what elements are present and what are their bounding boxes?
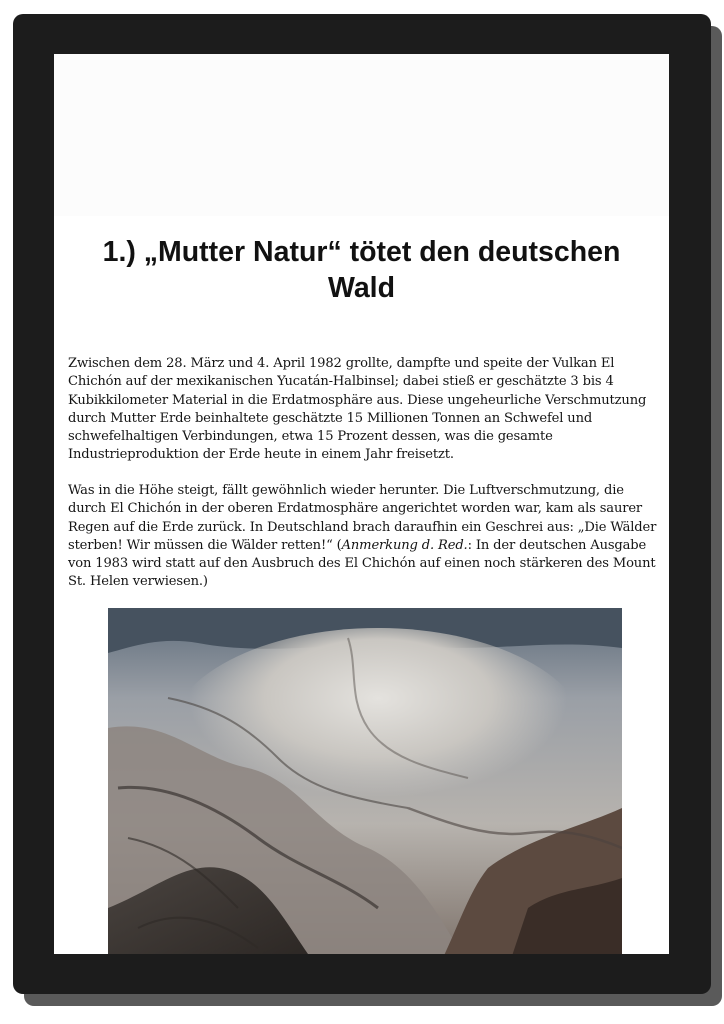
editor-note-label: Anmerkung d. Red.: [341, 537, 468, 553]
aerial-volcano-photo: [108, 608, 622, 954]
paragraph-2-text-start: Was in die Höhe steigt, fällt gewöhnlich wieder herunter. Die Luftverschmutzung, die durch El Chichón in der oberen Erdatmosphäre angerichtet worden war, kam als saurer Regen auf die Erde zurück. In Deutschland brach daraufhin ein Geschrei aus: „Die Wälder sterben! Wir müssen die Wälder retten!“ (: [68, 483, 657, 553]
page-header-area: [54, 54, 669, 216]
article-paragraph-1: Zwischen dem 28. März und 4. April 1982 grollte, dampfte und speite der Vulkan El Chichón auf der mexikanischen Yucatán-Halbinsel; dabei stieß er geschätzte 3 bis 4 Kubikkilometer Material in die Erdatmosphäre aus. Diese ungeheurliche Verschmutzung durch Mutter Erde beinhaltete geschätzte 15 Millionen Tonnen an Schwefel und schwefelhaltigen Verbindungen, etwa 15 Prozent dessen, was die gesamte Industrieproduktion der Erde heute in einem Jahr freisetzt.: [68, 356, 647, 463]
paragraph-2-text-end: : In der deutschen Ausgabe von 1983 wird statt auf den Ausbruch des El Chichón auf einen noch stärkeren des Mount St. Helen verwiesen.): [68, 537, 656, 590]
aerial-landscape-image: [108, 608, 622, 954]
article-title: 1.) „Mutter Natur“ tötet den deutschen Wald: [102, 236, 621, 304]
document-page: [54, 54, 669, 954]
article-paragraph-2: [68, 482, 660, 592]
